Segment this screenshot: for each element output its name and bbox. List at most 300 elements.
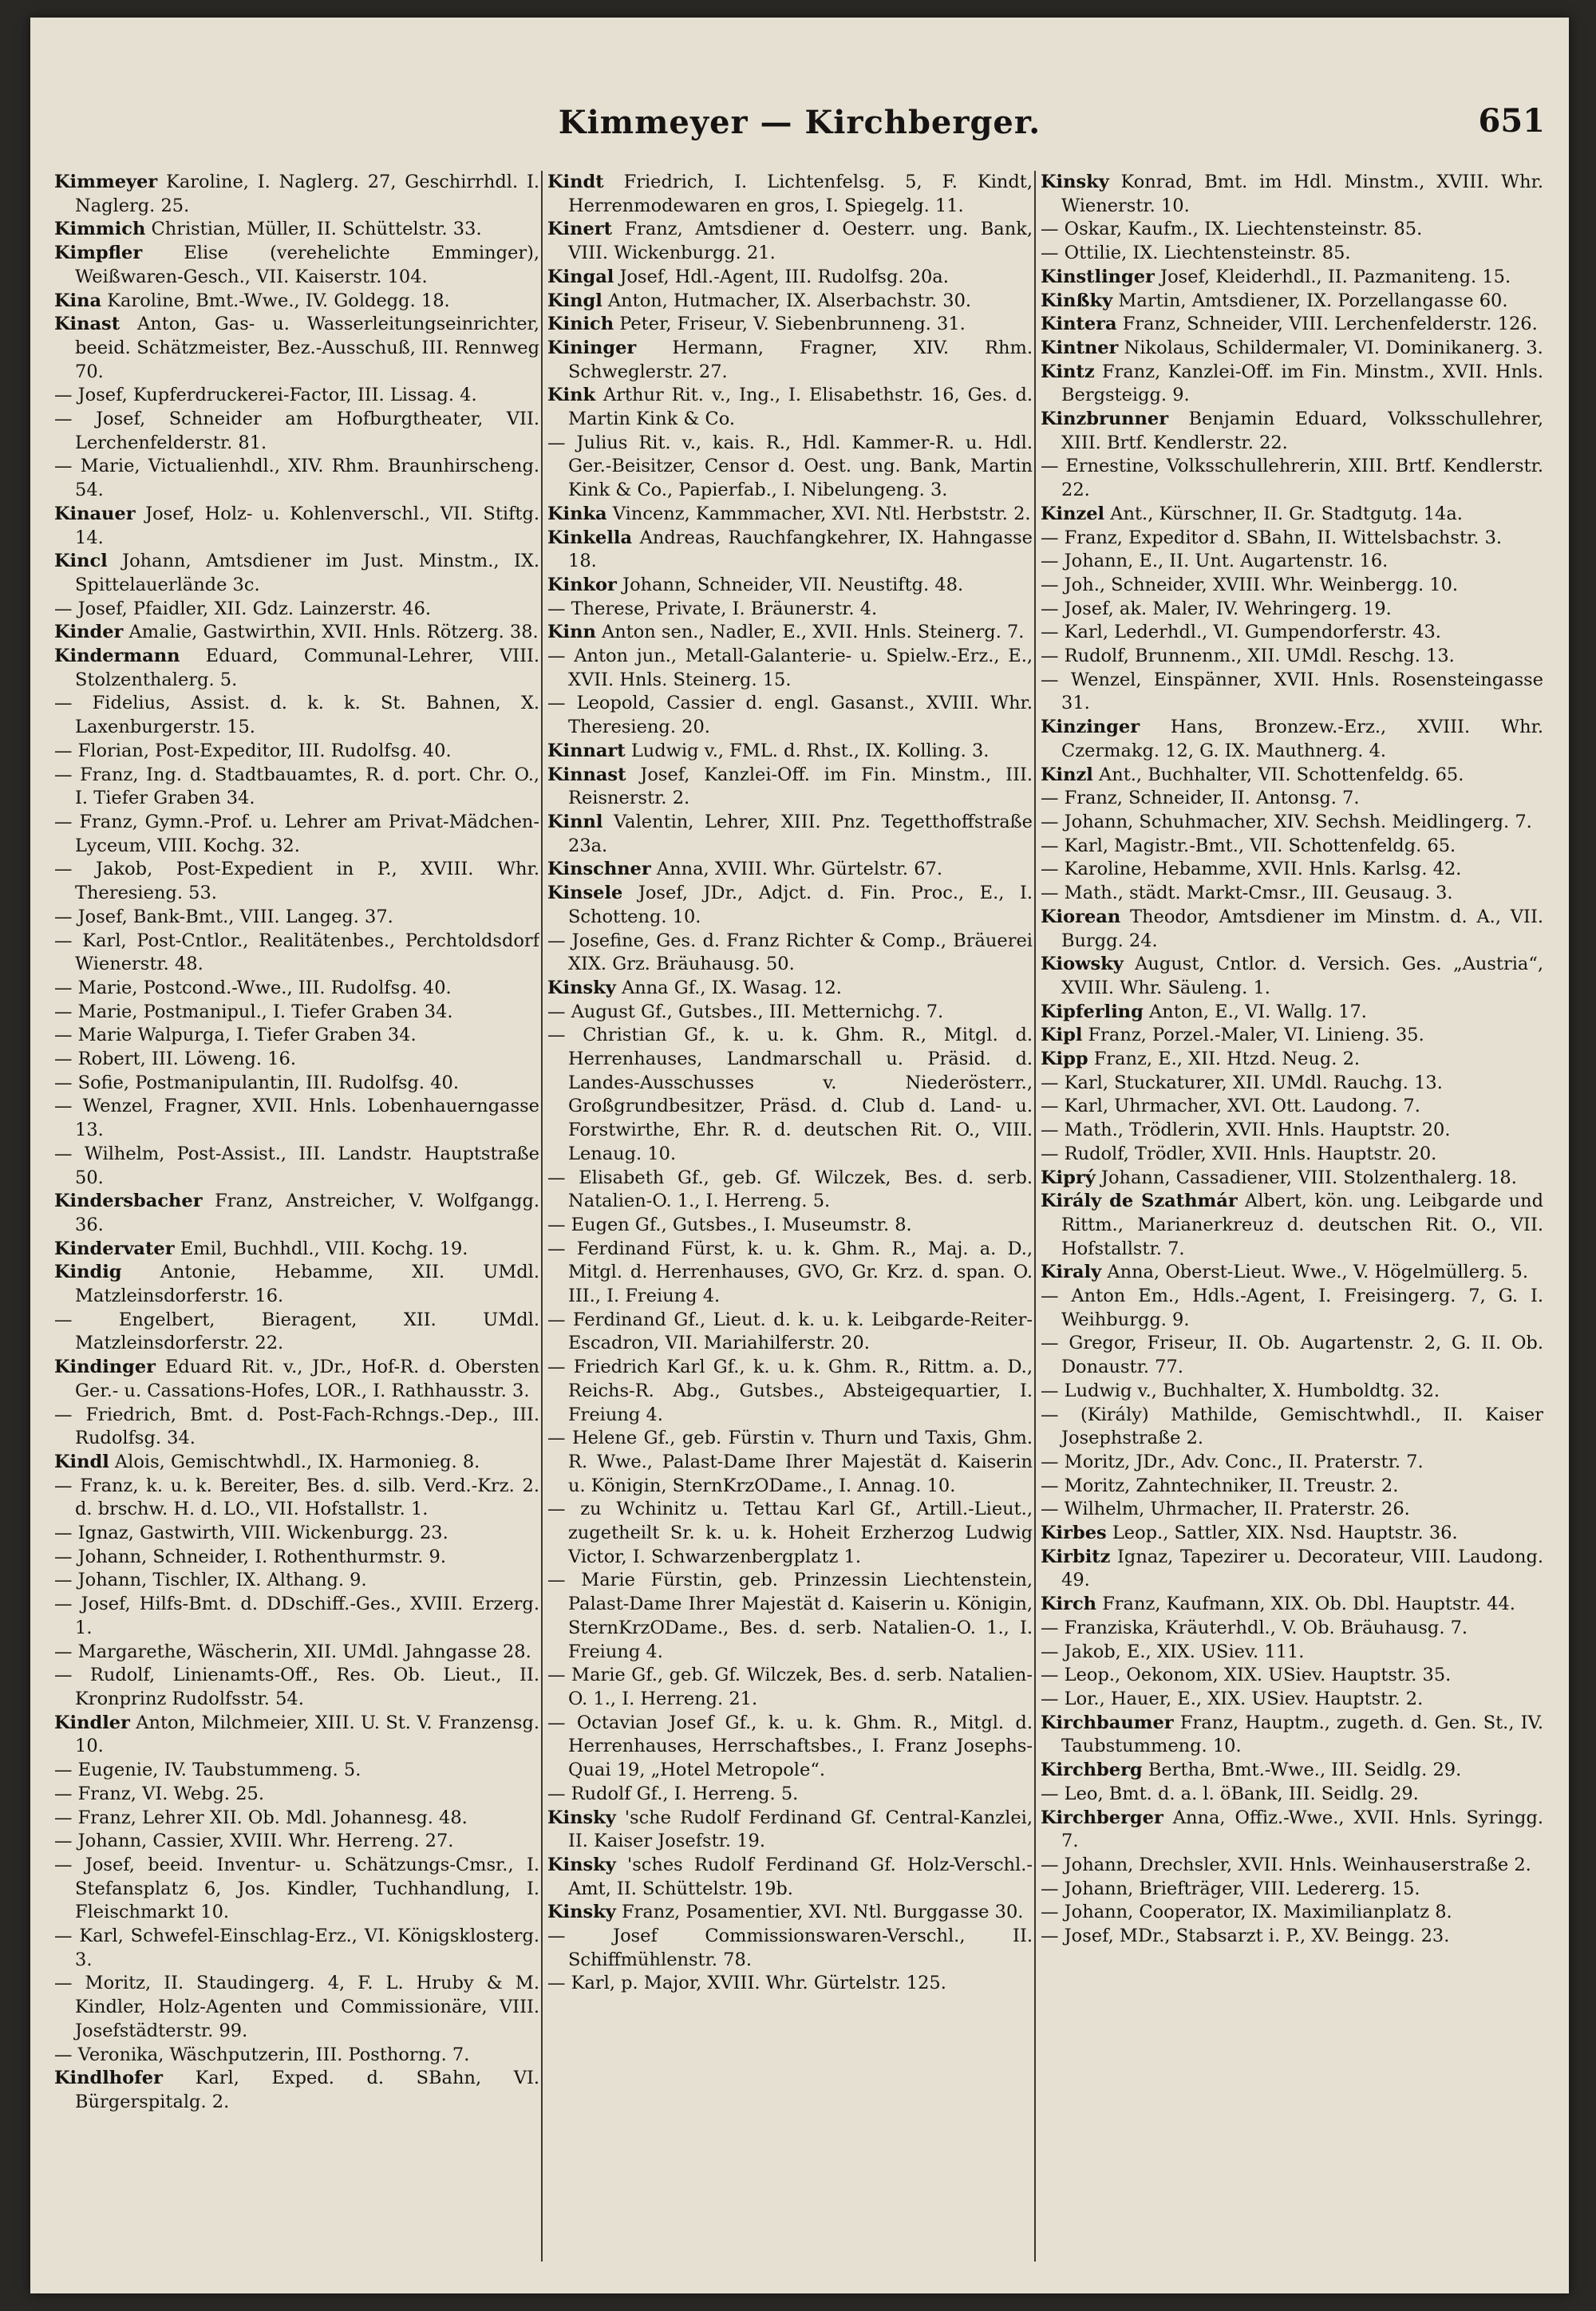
entry-text: — Franz, Ing. d. Stadtbauamtes, R. d. port. Chr. O., I. Tiefer Graben 34.	[54, 764, 539, 809]
entry-text: — Ferdinand Gf., Lieut. d. k. u. k. Leibgarde-Reiter-Escadron, VII. Mariahilferstr. 20.	[547, 1309, 1033, 1354]
entry-text: — Franz, Gymn.-Prof. u. Lehrer am Privat-Mädchen-Lyceum, VIII. Kochg. 32.	[54, 811, 539, 856]
directory-entry	[1041, 787, 1543, 811]
directory-entry	[54, 1783, 539, 1807]
directory-entry	[54, 218, 539, 242]
directory-entry	[1041, 953, 1543, 1000]
directory-entry	[547, 1569, 1033, 1664]
entry-text: Ant., Buchhalter, VII. Schottenfeldg. 65.	[1098, 764, 1464, 785]
entry-surname: Kinich	[547, 314, 614, 335]
directory-entry	[54, 1475, 539, 1522]
entry-text: Theodor, Amtsdiener im Minstm. d. A., VII. Burgg. 24.	[1061, 906, 1543, 951]
directory-entry	[547, 764, 1033, 811]
directory-entry	[54, 1451, 539, 1475]
entry-surname: Kirbitz	[1041, 1546, 1111, 1567]
directory-entry	[547, 598, 1033, 622]
directory-entry	[54, 550, 539, 597]
directory-entry	[54, 740, 539, 764]
entry-text: — Rudolf Gf., I. Herreng. 5.	[547, 1783, 799, 1804]
entry-surname: Kimmich	[54, 219, 146, 240]
directory-entry	[547, 1807, 1033, 1854]
directory-entry	[547, 1167, 1033, 1214]
entry-text: — zu Wchinitz u. Tettau Karl Gf., Artill.-Lieut., zugetheilt Sr. k. u. k. Hoheit Erzherzog Ludwig Victor, I. Schwarzenbergplatz 1.	[547, 1499, 1033, 1567]
column-3	[1041, 171, 1543, 2285]
entry-text: — Johann, Drechsler, XVII. Hnls. Weinhauserstraße 2.	[1041, 1854, 1531, 1875]
directory-entry	[547, 503, 1033, 527]
directory-entry	[1041, 1878, 1543, 1902]
entry-text: — Lor., Hauer, E., XIX. USiev. Hauptstr. 2.	[1041, 1689, 1424, 1709]
entry-text: Valentin, Lehrer, XIII. Pnz. Tegetthoffstraße 23a.	[568, 811, 1033, 856]
directory-entry	[547, 432, 1033, 503]
directory-entry	[1041, 218, 1543, 242]
directory-entry	[547, 1925, 1033, 1972]
entry-surname: Kindinger	[54, 1357, 156, 1378]
entry-surname: Kinzel	[1041, 503, 1105, 524]
directory-entry	[547, 1309, 1033, 1356]
directory-entry	[54, 1522, 539, 1546]
directory-entry	[1041, 882, 1543, 906]
entry-text: — Anton jun., Metall-Galanterie- u. Spielw.-Erz., E., XVII. Hnls. Steinerg. 15.	[547, 646, 1033, 690]
entry-text: Andreas, Rauchfangkehrer, IX. Hahngasse 18.	[568, 527, 1033, 572]
entry-text: Peter, Friseur, V. Siebenbrunneng. 31.	[619, 314, 966, 335]
entry-text: — Josef, beeid. Inventur- u. Schätzungs-Cmsr., I. Stefansplatz 6, Jos. Kindler, Tuchhandlung, I. Fleischmarkt 10.	[54, 1854, 539, 1923]
directory-entry	[54, 1309, 539, 1356]
directory-entry	[54, 930, 539, 977]
directory-entry	[1041, 1332, 1543, 1379]
entry-surname: Kinkor	[547, 574, 617, 595]
entry-text: August, Cntlor. d. Versich. Ges. „Austria“, XVIII. Whr. Säuleng. 1.	[1061, 954, 1543, 998]
entry-surname: Kiowsky	[1041, 954, 1124, 975]
entry-surname: Kinauer	[54, 503, 136, 524]
entry-text: — Josef, Kupferdruckerei-Factor, III. Lissag. 4.	[54, 385, 477, 406]
entry-surname: Kimpfler	[54, 243, 143, 264]
directory-entry	[547, 977, 1033, 1001]
entry-text: Ant., Kürschner, II. Gr. Stadtgutg. 14a.	[1110, 503, 1463, 524]
directory-entry	[54, 242, 539, 289]
directory-entry	[547, 858, 1033, 882]
entry-text: Hermann, Fragner, XIV. Rhm. Schweglerstr. 27.	[568, 337, 1033, 382]
directory-entry	[54, 1261, 539, 1308]
directory-entry	[1041, 455, 1543, 502]
entry-surname: Kimmeyer	[54, 172, 158, 192]
directory-entry	[1041, 550, 1543, 574]
running-head: Kimmeyer — Kirchberger.	[558, 104, 1041, 141]
entry-text: Benjamin Eduard, Volksschullehrer, XIII. Brtf. Kendlerstr. 22.	[1061, 409, 1543, 453]
directory-entry	[547, 621, 1033, 645]
directory-entry	[547, 337, 1033, 384]
directory-entry	[1041, 337, 1543, 361]
directory-entry	[547, 1238, 1033, 1309]
entry-text: Josef, Kanzlei-Off. im Fin. Minstm., III. Reisnerstr. 2.	[568, 764, 1033, 809]
entry-text: — Octavian Josef Gf., k. u. k. Ghm. R., Mitgl. d. Herrenhauses, Herrschaftsbes., I. Franz Josephs-Quai 19, „Hotel Metropole“.	[547, 1712, 1033, 1781]
entry-text: Franz, E., XII. Htzd. Neug. 2.	[1093, 1049, 1361, 1070]
entry-text: — Anton Em., Hdls.-Agent, I. Freisingerg. 7, G. I. Weihburgg. 9.	[1041, 1286, 1543, 1330]
entry-text: Anton, E., VI. Wallg. 17.	[1149, 1001, 1367, 1022]
entry-text: — Julius Rit. v., kais. R., Hdl. Kammer-R. u. Hdl. Ger.-Beisitzer, Censor d. Oest. ung. Bank, Martin Kink & Co., Papierfab., I. Nibelungeng. 3.	[547, 432, 1033, 501]
directory-entry	[54, 764, 539, 811]
directory-entry	[1041, 1190, 1543, 1261]
entry-text: — Karl, Uhrmacher, XVI. Ott. Laudong. 7.	[1041, 1096, 1420, 1117]
entry-surname: Kinßky	[1041, 290, 1113, 311]
entry-text: — Eugenie, IV. Taubstummeng. 5.	[54, 1760, 361, 1781]
entry-text: — Ludwig v., Buchhalter, X. Humboldtg. 32.	[1041, 1380, 1440, 1401]
entry-text: — Robert, III. Löweng. 16.	[54, 1049, 296, 1070]
entry-text: Eduard, Communal-Lehrer, VIII. Stolzenthalerg. 5.	[75, 646, 539, 690]
directory-entry	[547, 266, 1033, 290]
entry-text: Nikolaus, Schildermaler, VI. Dominikanerg. 3.	[1124, 337, 1543, 358]
entry-text: Albert, kön. ung. Leibgarde und Rittm., Marianerkreuz d. deutschen Rit. O., VII. Hofstallstr. 7.	[1061, 1191, 1543, 1259]
directory-entry	[54, 598, 539, 622]
directory-page	[30, 18, 1569, 2293]
entry-text: Karl, Exped. d. SBahn, VI. Bürgerspitalg. 2.	[75, 2068, 539, 2112]
entry-text: — Karl, Magistr.-Bmt., VII. Schottenfeldg. 65.	[1041, 835, 1456, 856]
directory-entry	[1041, 1712, 1543, 1759]
directory-entry	[54, 1001, 539, 1025]
directory-entry	[54, 1641, 539, 1665]
entry-text: — Jakob, Post-Expedient in P., XVIII. Whr. Theresieng. 53.	[54, 859, 539, 904]
entry-text: Franz, Amtsdiener d. Oesterr. ung. Bank, VIII. Wickenburgg. 21.	[568, 219, 1033, 264]
entry-text: Amalie, Gastwirthin, XVII. Hnls. Rötzerg. 38.	[128, 622, 539, 643]
directory-entry	[54, 621, 539, 645]
entry-surname: Kintner	[1041, 337, 1119, 358]
entry-surname: Kinert	[547, 219, 613, 240]
entry-text: Elise (verehelichte Emminger), Weißwaren-Gesch., VII. Kaiserstr. 104.	[75, 243, 539, 287]
entry-text: — Johann, Cooperator, IX. Maximilianplatz 8.	[1041, 1902, 1452, 1923]
directory-entry	[1041, 1759, 1543, 1783]
directory-entry	[1041, 811, 1543, 835]
entry-text: — Franz, Schneider, II. Antonsg. 7.	[1041, 788, 1360, 809]
entry-text: — Margarethe, Wäscherin, XII. UMdl. Jahngasse 28.	[54, 1641, 531, 1662]
entry-text: — Oskar, Kaufm., IX. Liechtensteinstr. 85.	[1041, 219, 1423, 240]
entry-text: Antonie, Hebamme, XII. UMdl. Matzleinsdorferstr. 16.	[75, 1262, 539, 1307]
entry-text: — Therese, Private, I. Bräunerstr. 4.	[547, 598, 878, 619]
directory-entry	[54, 1854, 539, 1925]
entry-text: — Karl, p. Major, XVIII. Whr. Gürtelstr. 125.	[547, 1973, 946, 1994]
directory-entry	[1041, 1285, 1543, 1332]
directory-entry	[1041, 1546, 1543, 1593]
entry-text: Arthur Rit. v., Ing., I. Elisabethstr. 16, Ges. d. Martin Kink & Co.	[568, 385, 1033, 430]
directory-entry	[1041, 1380, 1543, 1404]
directory-entry	[1041, 1404, 1543, 1451]
directory-entry	[54, 384, 539, 408]
entry-text: — Friedrich, Bmt. d. Post-Fach-Rchngs.-Dep., III. Rudolfsg. 34.	[54, 1404, 539, 1449]
directory-entry	[1041, 1593, 1543, 1617]
directory-entry	[1041, 645, 1543, 669]
page-header	[30, 97, 1569, 153]
directory-entry	[547, 882, 1033, 929]
entry-text: — Karl, Stuckaturer, XII. UMdl. Rauchg. 13.	[1041, 1072, 1443, 1093]
entry-text: — Marie, Postmanipul., I. Tiefer Graben 34.	[54, 1001, 453, 1022]
directory-entry	[54, 1404, 539, 1451]
entry-text: Leop., Sattler, XIX. Nsd. Hauptstr. 36.	[1112, 1523, 1458, 1544]
directory-entry	[54, 1546, 539, 1570]
entry-text: — Friedrich Karl Gf., k. u. k. Ghm. R., Rittm. a. D., Reichs-R. Abg., Gutsbes., Absteigequartier, I. Freiung 4.	[547, 1357, 1033, 1425]
entry-text: — Rudolf, Brunnenm., XII. UMdl. Reschg. 13.	[1041, 646, 1455, 667]
directory-entry	[54, 1972, 539, 2043]
entry-surname: Kinsele	[547, 883, 623, 904]
entry-surname: Kinschner	[547, 859, 651, 880]
entry-surname: Kinsky	[547, 1807, 616, 1828]
directory-entry	[1041, 598, 1543, 622]
entry-text: Ludwig v., FML. d. Rhst., IX. Kolling. 3.	[630, 740, 990, 761]
directory-entry	[54, 1664, 539, 1711]
entry-text: — Sofie, Postmanipulantin, III. Rudolfsg. 40.	[54, 1072, 459, 1093]
entry-surname: Kina	[54, 290, 102, 311]
entry-text: — Christian Gf., k. u. k. Ghm. R., Mitgl. d. Herrenhauses, Landmarschall u. Präsid. d. Landes-Ausschusses v. Niederösterr., Großgrundbesitzer, Präsd. d. Club d. Land- u. Forstwirthe, Ehr. R. d. deutschen Rit. O., VIII. Lenaug. 10.	[547, 1025, 1033, 1164]
entry-text: — Wilhelm, Uhrmacher, II. Praterstr. 26.	[1041, 1499, 1410, 1520]
directory-entry	[1041, 1522, 1543, 1546]
directory-entry	[1041, 1617, 1543, 1641]
entry-text: Franz, Porzel.-Maler, VI. Linieng. 35.	[1088, 1025, 1424, 1046]
entry-text: — Math., Trödlerin, XVII. Hnls. Hauptstr. 20.	[1041, 1120, 1451, 1141]
entry-text: — Gregor, Friseur, II. Ob. Augartenstr. 2, G. II. Ob. Donaustr. 77.	[1041, 1333, 1543, 1378]
directory-entry	[54, 1238, 539, 1262]
directory-entry	[54, 2067, 539, 2114]
entry-text: — Wilhelm, Post-Assist., III. Landstr. Hauptstraße 50.	[54, 1143, 539, 1188]
directory-entry	[54, 1807, 539, 1831]
directory-entry	[1041, 266, 1543, 290]
entry-surname: Kintera	[1041, 314, 1117, 335]
entry-text: — Elisabeth Gf., geb. Gf. Wilczek, Bes. d. serb. Natalien-O. 1., I. Herreng. 5.	[547, 1167, 1033, 1212]
entry-surname: Kinsky	[1041, 172, 1109, 192]
entry-text: — Rudolf, Trödler, XVII. Hnls. Hauptstr. 20.	[1041, 1143, 1437, 1164]
entry-text: Karoline, Bmt.-Wwe., IV. Goldegg. 18.	[107, 290, 450, 311]
entry-surname: Kinn	[547, 622, 596, 643]
directory-entry	[547, 1712, 1033, 1783]
entry-text: — Ottilie, IX. Liechtensteinstr. 85.	[1041, 243, 1351, 264]
entry-text: — Johann, E., II. Unt. Augartenstr. 16.	[1041, 551, 1389, 572]
directory-entry	[547, 1498, 1033, 1569]
entry-text: — Helene Gf., geb. Fürstin v. Thurn und Taxis, Ghm. R. Wwe., Palast-Dame Ihrer Majestät d. Kaiserin u. Königin, SternKrzODame., I. Annag. 10.	[547, 1428, 1033, 1496]
directory-entry	[547, 1901, 1033, 1925]
entry-text: — Johann, Tischler, IX. Althang. 9.	[54, 1570, 367, 1591]
entry-surname: Kintz	[1041, 361, 1095, 382]
entry-text: Franz, Posamentier, XVI. Ntl. Burggasse 30.	[621, 1902, 1024, 1923]
directory-entry	[1041, 361, 1543, 408]
entry-surname: Kindlhofer	[54, 2068, 163, 2089]
entry-surname: Kindler	[54, 1712, 130, 1733]
entry-surname: Kinzl	[1041, 764, 1093, 785]
entry-text: Konrad, Bmt. im Hdl. Minstm., XVIII. Whr. Wienerstr. 10.	[1061, 172, 1543, 216]
entry-surname: Kininger	[547, 337, 637, 358]
entry-text: Anton, Milchmeier, XIII. U. St. V. Franzensg. 10.	[75, 1712, 539, 1757]
directory-entry	[547, 1356, 1033, 1427]
column-rule	[541, 171, 543, 2262]
entry-text: Alois, Gemischtwhdl., IX. Harmonieg. 8.	[114, 1451, 480, 1472]
entry-text: — Johann, Schuhmacher, XIV. Sechsh. Meidlingerg. 7.	[1041, 811, 1532, 832]
entry-text: Martin, Amtsdiener, IX. Porzellangasse 60.	[1118, 290, 1508, 311]
entry-surname: Kindl	[54, 1451, 109, 1472]
directory-entry	[54, 1095, 539, 1142]
directory-entry	[1041, 1854, 1543, 1878]
directory-entry	[1041, 716, 1543, 763]
entry-text: Franz, Kanzlei-Off. im Fin. Minstm., XVII. Hnls. Bergsteigg. 9.	[1061, 361, 1543, 406]
entry-text: — Marie Gf., geb. Gf. Wilczek, Bes. d. serb. Natalien-O. 1., I. Herreng. 21.	[547, 1665, 1033, 1709]
directory-entry	[1041, 527, 1543, 551]
entry-text: — Florian, Post-Expeditor, III. Rudolfsg. 40.	[54, 740, 452, 761]
entry-text: — (Király) Mathilde, Gemischtwhdl., II. Kaiser Josephstraße 2.	[1041, 1404, 1543, 1449]
entry-text: — Karoline, Hebamme, XVII. Hnls. Karlsg. 42.	[1041, 859, 1462, 880]
entry-surname: Kinzinger	[1041, 717, 1140, 738]
directory-entry	[547, 527, 1033, 574]
directory-entry	[547, 171, 1033, 218]
entry-text: — Engelbert, Bieragent, XII. UMdl. Matzleinsdorferstr. 22.	[54, 1309, 539, 1354]
entry-surname: Király de Szathmár	[1041, 1191, 1238, 1212]
entry-text: Franz, Schneider, VIII. Lerchenfelderstr. 126.	[1122, 314, 1538, 335]
directory-entry	[54, 977, 539, 1001]
entry-text: — Franziska, Kräuterhdl., V. Ob. Bräuhausg. 7.	[1041, 1617, 1468, 1638]
entry-text: — Johann, Briefträger, VIII. Ledererg. 15.	[1041, 1878, 1420, 1899]
directory-entry	[1041, 1641, 1543, 1665]
directory-entry	[54, 1190, 539, 1237]
directory-entry	[547, 1024, 1033, 1166]
directory-entry	[1041, 1783, 1543, 1807]
directory-entry	[1041, 1095, 1543, 1119]
entry-text: — Marie Fürstin, geb. Prinzessin Liechtenstein, Palast-Dame Ihrer Majestät d. Kaiserin u. Königin, SternKrzODame., Bes. d. serb. Natalien-O. 1., I. Freiung 4.	[547, 1570, 1033, 1662]
entry-text: Christian, Müller, II. Schüttelstr. 33.	[151, 219, 482, 240]
entry-text: 'sche Rudolf Ferdinand Gf. Central-Kanzlei, II. Kaiser Josefstr. 19.	[568, 1807, 1033, 1852]
directory-entry	[547, 645, 1033, 692]
directory-entry	[54, 313, 539, 384]
directory-entry	[1041, 408, 1543, 455]
directory-entry	[54, 1925, 539, 1972]
directory-entry	[1041, 669, 1543, 716]
directory-entry	[1041, 1475, 1543, 1499]
directory-entry	[1041, 1167, 1543, 1191]
entry-surname: Kindervater	[54, 1238, 175, 1259]
entry-text: — Jakob, E., XIX. USiev. 111.	[1041, 1641, 1305, 1662]
directory-entry	[1041, 1925, 1543, 1949]
entry-text: — Karl, Schwefel-Einschlag-Erz., VI. Königsklosterg. 3.	[54, 1926, 539, 1970]
entry-text: — Karl, Post-Cntlor., Realitätenbes., Perchtoldsdorf Wienerstr. 48.	[54, 930, 539, 975]
column-1	[54, 171, 539, 2285]
entry-surname: Kirchberger	[1041, 1807, 1163, 1828]
directory-entry	[54, 1830, 539, 1854]
entry-text: Friedrich, I. Lichtenfelsg. 5, F. Kindt, Herrenmodewaren en gros, I. Spiegelg. 11.	[568, 172, 1033, 216]
entry-text: — Rudolf, Linienamts-Off., Res. Ob. Lieut., II. Kronprinz Rudolfsstr. 54.	[54, 1665, 539, 1709]
entry-text: — Wenzel, Einspänner, XVII. Hnls. Rosensteingasse 31.	[1041, 669, 1543, 714]
entry-surname: Kipp	[1041, 1049, 1088, 1070]
directory-entry	[1041, 621, 1543, 645]
entry-text: — Moritz, JDr., Adv. Conc., II. Praterstr. 7.	[1041, 1451, 1424, 1472]
directory-entry	[1041, 1451, 1543, 1475]
entry-text: Johann, Amtsdiener im Just. Minstm., IX. Spittelauerlände 3c.	[75, 551, 539, 595]
directory-entry	[1041, 1143, 1543, 1167]
entry-surname: Kirbes	[1041, 1523, 1107, 1544]
directory-entry	[547, 1783, 1033, 1807]
entry-text: — Ferdinand Fürst, k. u. k. Ghm. R., Maj. a. D., Mitgl. d. Herrenhauses, GVO, Gr. Krz. d. span. O. III., I. Freiung 4.	[547, 1238, 1033, 1307]
entry-surname: Kingl	[547, 290, 602, 311]
entry-text: Johann, Cassadiener, VIII. Stolzenthalerg. 18.	[1100, 1167, 1517, 1188]
directory-entry	[547, 1427, 1033, 1498]
directory-entry	[1041, 1001, 1543, 1025]
directory-entry	[1041, 574, 1543, 598]
entry-text: Anton sen., Nadler, E., XVII. Hnls. Steinerg. 7.	[601, 622, 1025, 643]
directory-entry	[54, 503, 539, 550]
entry-surname: Kinder	[54, 622, 124, 643]
directory-entry	[54, 171, 539, 218]
directory-entry	[1041, 171, 1543, 218]
directory-entry	[547, 1972, 1033, 1996]
directory-entry	[547, 574, 1033, 598]
directory-entry	[54, 1569, 539, 1593]
entry-text: — Eugen Gf., Gutsbes., I. Museumstr. 8.	[547, 1214, 912, 1235]
entry-text: — Karl, Lederhdl., VI. Gumpendorferstr. 43.	[1041, 622, 1441, 643]
directory-entry	[54, 1712, 539, 1759]
entry-text: — Marie, Postcond.-Wwe., III. Rudolfsg. 40.	[54, 977, 452, 998]
directory-entry	[54, 858, 539, 905]
entry-text: — Marie, Victualienhdl., XIV. Rhm. Braunhirscheng. 54.	[54, 456, 539, 501]
directory-entry	[54, 408, 539, 455]
entry-text: Anna, Offiz.-Wwe., XVII. Hnls. Syringg. 7.	[1061, 1807, 1543, 1852]
entry-text: — Josef, Pfaidler, XII. Gdz. Lainzerstr. 46.	[54, 598, 432, 619]
entry-surname: Kindermann	[54, 646, 180, 667]
entry-text: — Josef, MDr., Stabsarzt i. P., XV. Beingg. 23.	[1041, 1926, 1450, 1947]
entry-text: — Leopold, Cassier d. engl. Gasanst., XVIII. Whr. Theresieng. 20.	[547, 693, 1033, 738]
entry-surname: Kinstlinger	[1041, 266, 1155, 287]
entry-text: — Josef, Hilfs-Bmt. d. DDschiff.-Ges., XVIII. Erzerg. 1.	[54, 1594, 539, 1638]
entry-surname: Kinsky	[547, 1902, 616, 1923]
directory-entry	[54, 645, 539, 692]
entry-text: — Josefine, Ges. d. Franz Richter & Comp., Bräuerei XIX. Grz. Bräuhausg. 50.	[547, 930, 1033, 975]
entry-text: Vincenz, Kammmacher, XVI. Ntl. Herbststr. 2.	[612, 503, 1031, 524]
directory-entry	[54, 692, 539, 739]
entry-text: Eduard Rit. v., JDr., Hof-R. d. Obersten Ger.- u. Cassations-Hofes, LOR., I. Rathhausstr. 3.	[75, 1357, 539, 1401]
entry-surname: Kinnl	[547, 811, 603, 832]
entry-text: Franz, Hauptm., zugeth. d. Gen. St., IV. Taubstummeng. 10.	[1061, 1712, 1543, 1757]
entry-text: Josef, JDr., Adjct. d. Fin. Proc., E., I. Schotteng. 10.	[568, 883, 1033, 927]
entry-text: Hans, Bronzew.-Erz., XVIII. Whr. Czermakg. 12, G. IX. Mauthnerg. 4.	[1061, 717, 1543, 761]
directory-entry	[1041, 313, 1543, 337]
entry-text: — Josef, Bank-Bmt., VIII. Langeg. 37.	[54, 906, 393, 927]
entry-text: — Leo, Bmt. d. a. l. öBank, III. Seidlg. 29.	[1041, 1783, 1419, 1804]
directory-entry	[547, 1664, 1033, 1711]
directory-entry	[1041, 1048, 1543, 1072]
directory-entry	[1041, 1901, 1543, 1925]
directory-entry	[1041, 290, 1543, 314]
directory-entry	[547, 313, 1033, 337]
entry-text: Anna, XVIII. Whr. Gürtelstr. 67.	[656, 859, 942, 880]
directory-entry	[54, 455, 539, 502]
directory-entry	[1041, 1688, 1543, 1712]
entry-text: Bertha, Bmt.-Wwe., III. Seidlg. 29.	[1148, 1760, 1462, 1781]
directory-entry	[547, 930, 1033, 977]
entry-text: Anton, Hutmacher, IX. Alserbachstr. 30.	[607, 290, 972, 311]
entry-text: — Fidelius, Assist. d. k. k. St. Bahnen, X. Laxenburgerstr. 15.	[54, 693, 539, 738]
entry-surname: Kiraly	[1041, 1262, 1102, 1283]
directory-entry	[54, 1759, 539, 1783]
entry-text: Johann, Schneider, VII. Neustiftg. 48.	[622, 574, 964, 595]
directory-entry	[1041, 1072, 1543, 1096]
entry-text: Ignaz, Tapezirer u. Decorateur, VIII. Laudong. 49.	[1061, 1546, 1543, 1591]
entry-text: Karoline, I. Naglerg. 27, Geschirrhdl. I. Naglerg. 25.	[75, 172, 539, 216]
entry-text: — August Gf., Gutsbes., III. Metternichg. 7.	[547, 1001, 944, 1022]
entry-text: Franz, Kaufmann, XIX. Ob. Dbl. Hauptstr. 44.	[1102, 1594, 1515, 1615]
entry-text: — Joh., Schneider, XVIII. Whr. Weinbergg. 10.	[1041, 574, 1459, 595]
directory-entry	[54, 1356, 539, 1403]
entry-text: — Wenzel, Fragner, XVII. Hnls. Lobenhauerngasse 13.	[54, 1096, 539, 1141]
entry-surname: Kingal	[547, 266, 614, 287]
directory-entry	[1041, 764, 1543, 788]
entry-text: — Leop., Oekonom, XIX. USiev. Hauptstr. 35.	[1041, 1665, 1452, 1686]
entry-text: Anna Gf., IX. Wasag. 12.	[621, 977, 842, 998]
entry-surname: Kindig	[54, 1262, 122, 1283]
directory-entry	[54, 1024, 539, 1048]
directory-entry	[1041, 858, 1543, 882]
entry-text: Anton, Gas- u. Wasserleitungseinrichter, beeid. Schätzmeister, Bez.-Ausschuß, III. Rennweg 70.	[75, 314, 539, 382]
entry-text: — Josef, ak. Maler, IV. Wehringerg. 19.	[1041, 598, 1392, 619]
entry-text: Anna, Oberst-Lieut. Wwe., V. Högelmüllerg. 5.	[1107, 1262, 1529, 1283]
directory-entry	[547, 692, 1033, 739]
